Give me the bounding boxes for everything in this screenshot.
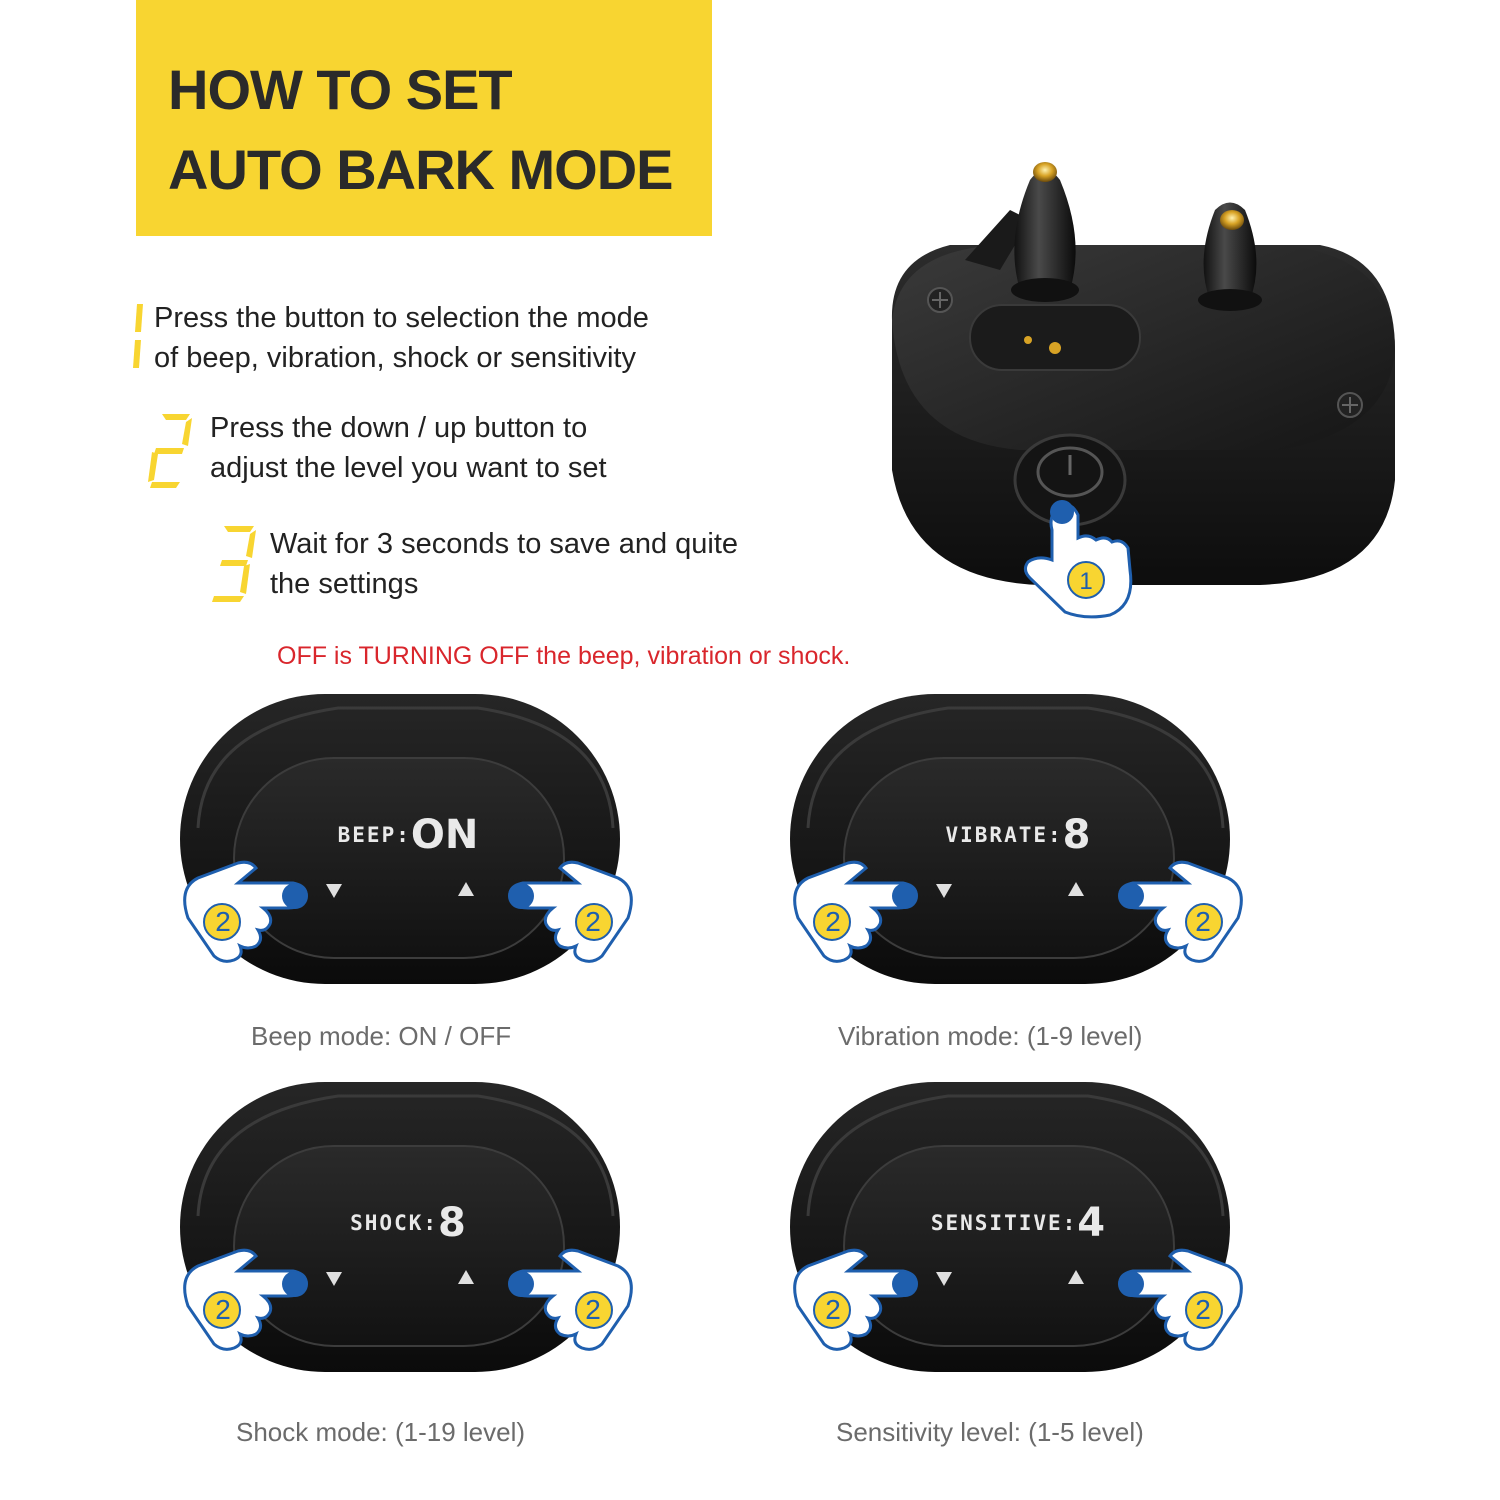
step-3-line-1: Wait for 3 seconds to save and quite	[270, 528, 739, 560]
left-badge: 2	[215, 1294, 231, 1325]
left-badge: 2	[825, 1294, 841, 1325]
lcd-value: 4	[1077, 1200, 1106, 1246]
left-badge: 2	[215, 906, 231, 937]
shock-panel	[178, 1076, 638, 1376]
step-2-number-icon	[146, 410, 196, 490]
beep-panel	[178, 688, 638, 988]
lcd-display	[178, 812, 638, 858]
right-badge: 2	[1195, 906, 1211, 937]
step-3-line-2: the settings	[270, 568, 419, 600]
right-badge: 2	[1195, 1294, 1211, 1325]
collar-receiver	[880, 150, 1400, 630]
collar-badge: 1	[1079, 568, 1093, 595]
off-warning: OFF is TURNING OFF the beep, vibration or shock.	[277, 642, 851, 670]
lcd-value: 8	[1062, 812, 1091, 858]
step-2-line-2: adjust the level you want to set	[210, 452, 607, 484]
lcd-display	[788, 812, 1248, 858]
sensitive-caption: Sensitivity level: (1-5 level)	[836, 1417, 1144, 1447]
lcd-label: VIBRATE:	[945, 823, 1063, 847]
title-line-1: HOW TO SET	[168, 58, 512, 121]
right-badge: 2	[585, 906, 601, 937]
lcd-label: BEEP:	[337, 823, 411, 847]
step-2-line-1: Press the down / up button to	[210, 412, 588, 444]
lcd-label: SHOCK:	[350, 1211, 438, 1235]
step-1-line-2: of beep, vibration, shock or sensitivity	[154, 342, 636, 374]
shock-caption: Shock mode: (1-19 level)	[236, 1417, 526, 1447]
right-badge: 2	[585, 1294, 601, 1325]
vibrate-panel	[788, 688, 1248, 988]
lcd-display	[788, 1200, 1248, 1246]
lcd-display	[178, 1200, 638, 1246]
lcd-value: 8	[438, 1200, 466, 1246]
step-1-line-1: Press the button to selection the mode	[154, 302, 649, 334]
lcd-label: SENSITIVE:	[930, 1211, 1078, 1235]
title-line-2: AUTO BARK MODE	[168, 138, 673, 201]
vibrate-caption: Vibration mode: (1-9 level)	[838, 1021, 1143, 1051]
step-1-number-icon	[128, 300, 148, 372]
beep-caption: Beep mode: ON / OFF	[251, 1021, 512, 1051]
left-badge: 2	[825, 906, 841, 937]
step-3-number-icon	[210, 524, 260, 604]
title-banner	[136, 0, 712, 236]
sensitive-panel	[788, 1076, 1248, 1376]
lcd-value: ON	[410, 812, 479, 858]
